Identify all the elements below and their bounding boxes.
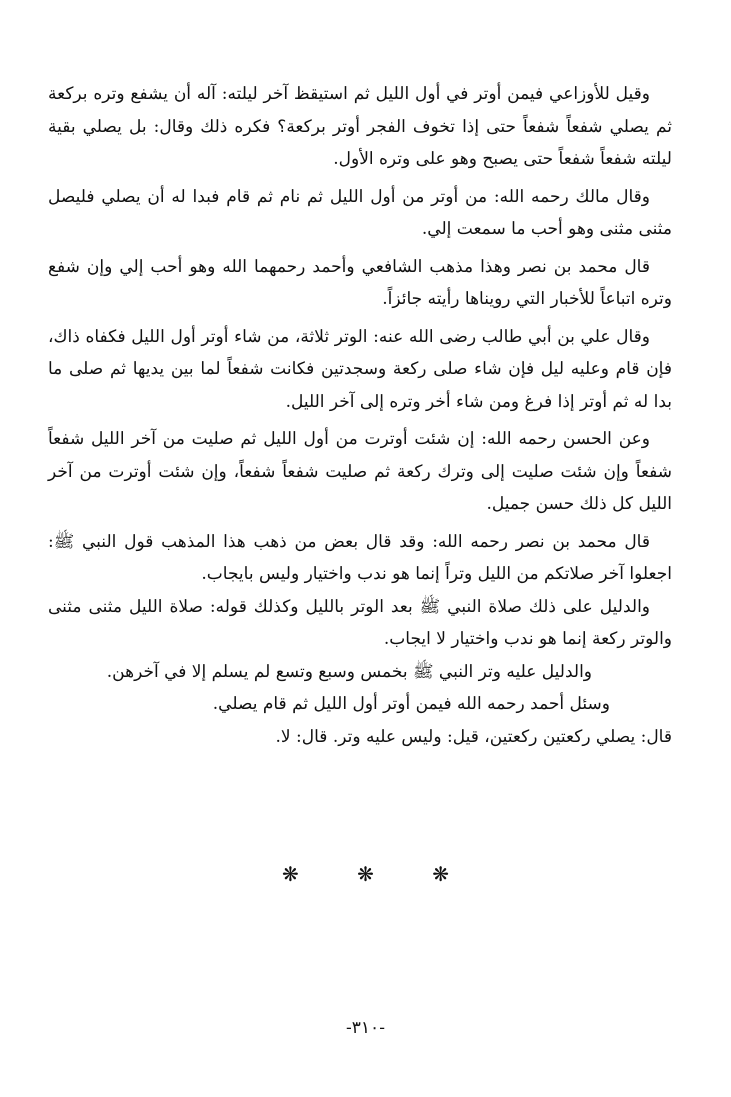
separator-star: ❋	[357, 862, 374, 886]
separator-star: ❋	[281, 862, 299, 886]
body-text	[48, 78, 672, 753]
separator-star: ❋	[432, 862, 449, 886]
paragraph-ibn-nasr-2: قال محمد بن نصر رحمه الله: وقد قال بعض من ذهب هذا المذهب قول النبي ﷺ: اجعلوا آخر صلاتكم من الليل وتراً إنما هو ندب واختيار وليس بايجاب.	[48, 531, 672, 584]
paragraph-hasan: وعن الحسن رحمه الله: إن شئت أوترت من أول الليل ثم صليت من آخر الليل شفعاً شفعاً وإن شئت صليت إلى وترك ركعة ثم صليت شفعاً شفعاً، وإن شئت أوترت من آخر الليل كل ذلك حسن جميل.	[48, 429, 672, 514]
paragraph-ibn-nasr: قال محمد بن نصر وهذا مذهب الشافعي وأحمد رحمهما الله وهو أحب إلي وإن شفع وتره اتباعاً للأخبار التي رويناها رأيته جائزاً.	[48, 256, 672, 309]
paragraph-ali: وقال علي بن أبي طالب رضى الله عنه: الوتر ثلاثة، من شاء أوتر أول الليل فكفاه ذاك، فإن قام وعليه ليل فإن شاء صلى ركعة وسجدتين فكانت شفعاً لما بين يديها ثم صلى ما بدا له ثم أوتر إذا فرغ ومن شاء أخر وتره إلى آخر الليل.	[48, 326, 672, 412]
paragraph-awzai: وقيل للأوزاعي فيمن أوتر في أول الليل ثم استيقظ آخر ليلته: آله أن يشفع وتره بركعة ثم يصلي شفعاً شفعاً حتى إذا تخوف الفجر أوتر بركعة؟ فكره ذلك وقال: بل يصلي بقية ليلته شفعاً شفعاً حتى يصبح وهو على وتره الأول.	[48, 84, 672, 169]
paragraph-evidence-2: والدليل عليه وتر النبي ﷺ بخمس وسبع وتسع لم يسلم إلا في آخرهن.	[106, 661, 592, 682]
section-separator	[0, 862, 731, 886]
page-number: -٣١٠-	[346, 1018, 385, 1038]
paragraph-ahmad-question: وسئل أحمد رحمه الله فيمن أوتر أول الليل ثم قام يصلي.	[212, 694, 610, 714]
paragraph-ahmad-answer: قال: يصلي ركعتين ركعتين، قيل: وليس عليه وتر. قال: لا.	[275, 726, 672, 747]
paragraph-malik: وقال مالك رحمه الله: من أوتر من أول الليل ثم نام ثم قام فبدا له أن يصلي فليصل مثنى مثنى وهو أحب ما سمعت إلي.	[48, 186, 672, 239]
paragraph-evidence-1: والدليل على ذلك صلاة النبي ﷺ بعد الوتر بالليل وكذلك قوله: صلاة الليل مثنى مثنى والوتر ركعة إنما هو ندب واختيار لا ايجاب.	[48, 596, 672, 649]
